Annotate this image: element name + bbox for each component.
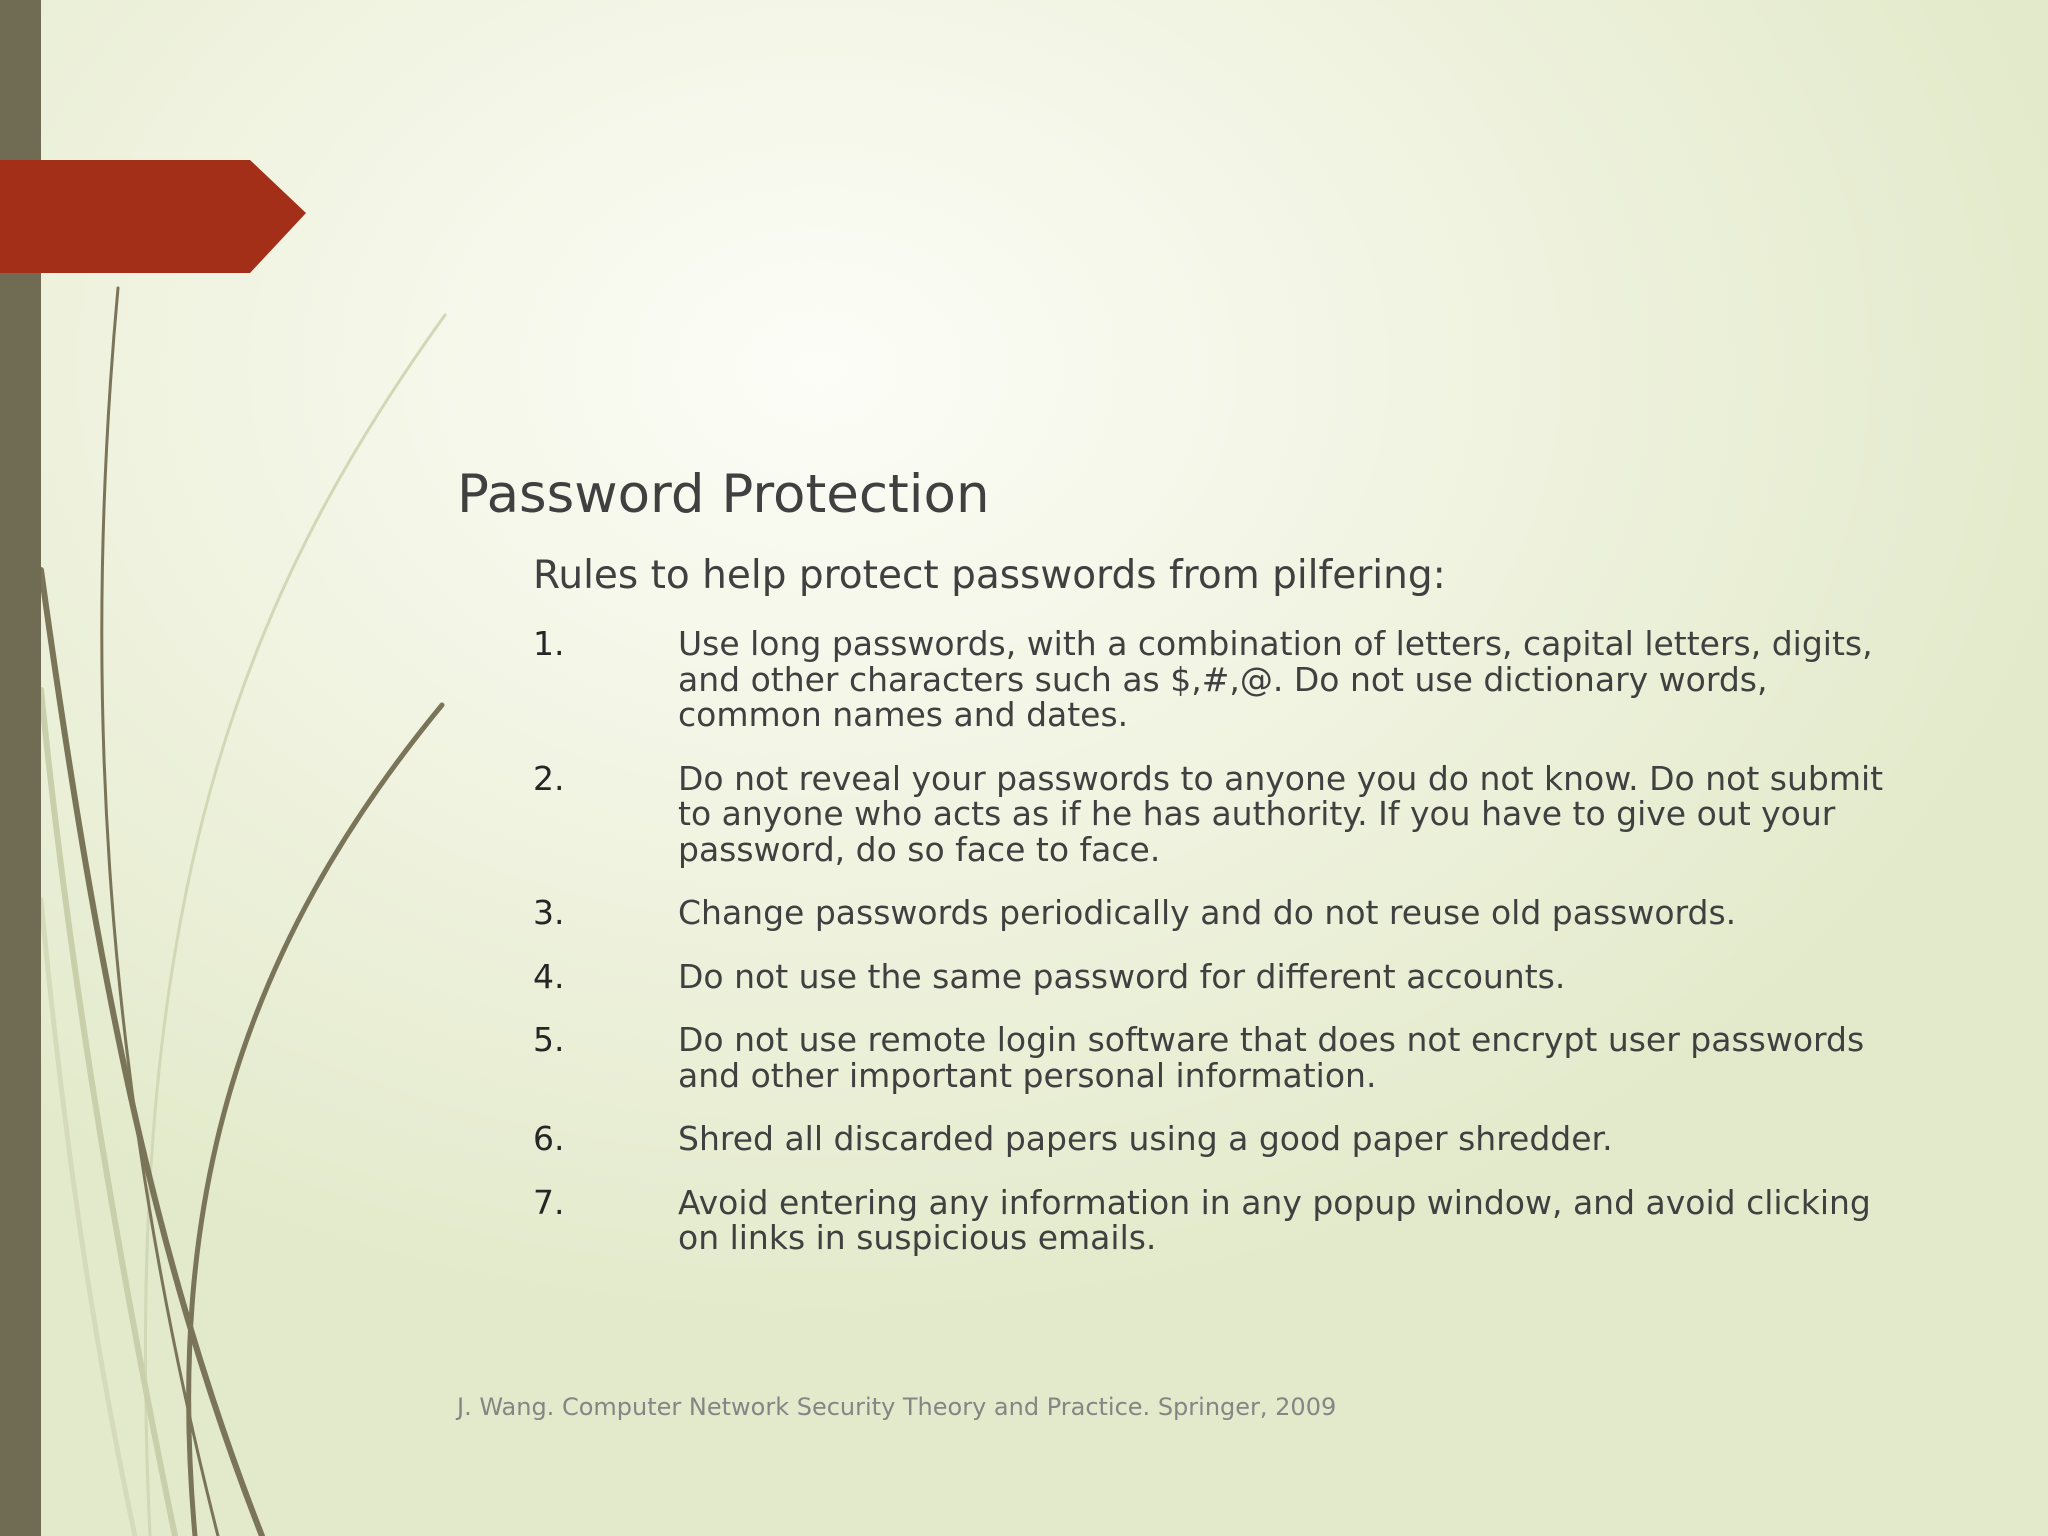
rule-item [533, 895, 1893, 931]
grass-line-1 [102, 288, 218, 1536]
rule-text: Do not use the same password for different accounts. [678, 956, 1566, 996]
rule-text: Change passwords periodically and do not reuse old passwords. [678, 893, 1737, 932]
rule-number: 4. [533, 956, 565, 996]
rule-number: 6. [533, 1119, 565, 1158]
rule-item [533, 956, 1893, 996]
rule-item [533, 626, 1893, 733]
citation-footer: J. Wang. Computer Network Security Theory and Practice. Springer, 2009 [457, 1393, 1337, 1421]
rule-number: 2. [533, 758, 565, 798]
rule-item [533, 1022, 1893, 1093]
rule-number: 7. [533, 1182, 565, 1222]
rules-list [533, 626, 1893, 1284]
rule-text: Shred all discarded papers using a good paper shredder. [678, 1119, 1613, 1158]
grass-line-2 [41, 570, 262, 1536]
rule-number: 5. [533, 1020, 565, 1059]
rule-text: Use long passwords, with a combination of letters, capital letters, digits, and other characters such as $,#,@. Do not use dictionary words, common names and dates. [678, 624, 1873, 734]
rule-item [533, 1121, 1893, 1157]
slide-title: Password Protection [457, 464, 990, 525]
rule-item [533, 758, 1893, 869]
rule-number: 1. [533, 624, 565, 663]
rule-number: 3. [533, 893, 565, 932]
rule-text: Avoid entering any information in any popup window, and avoid clicking on links in suspicious emails. [678, 1182, 1871, 1257]
grass-line-3 [189, 705, 442, 1536]
title-arrow-banner [0, 160, 310, 274]
slide-subtitle: Rules to help protect passwords from pilfering: [533, 553, 1446, 598]
rule-text: Do not use remote login software that does not encrypt user passwords and other important personal information. [678, 1020, 1865, 1095]
rule-text: Do not reveal your passwords to anyone you do not know. Do not submit to anyone who acts as if he has authority. If you have to give out your password, do so face to face. [678, 758, 1884, 869]
rule-item [533, 1182, 1893, 1257]
